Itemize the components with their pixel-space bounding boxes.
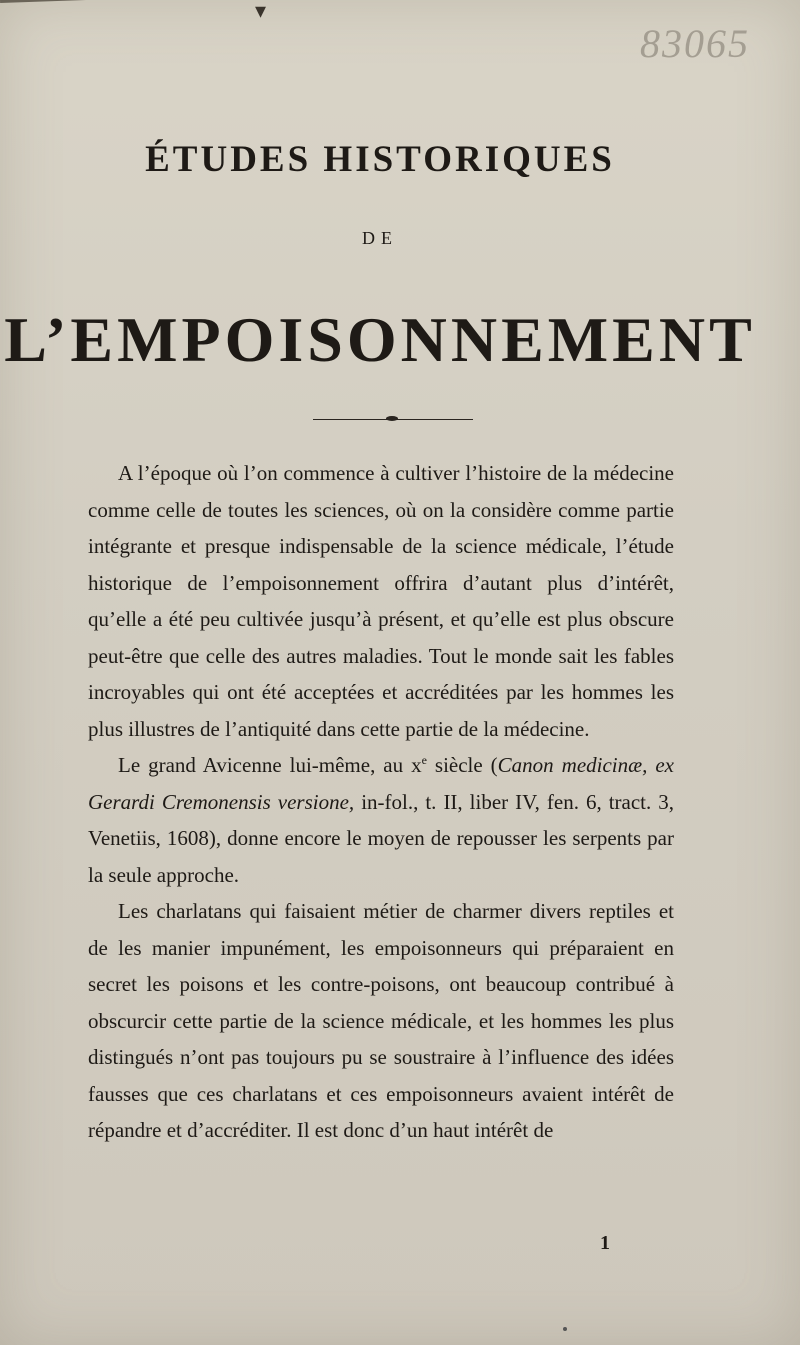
citation-title: Canon medicinæ, ex Gerardi Cremonensis versione, [88,753,674,814]
divider-ornament [386,416,398,421]
library-stamp: 83065 [640,21,750,66]
page-edge-mark [0,0,90,13]
paragraph-2-text-a: Le grand Avicenne lui-même, au x [118,753,422,777]
title-line-1: ÉTUDES HISTORIQUES [145,139,615,180]
paper-speck [563,1327,567,1331]
paragraph-2 [88,747,674,893]
title-line-3: L’EMPOISONNEMENT [4,304,756,375]
title-line-2: DE [362,228,398,248]
ink-mark: ▾ [255,0,267,23]
century-superscript: e [421,753,427,767]
paragraph-2-text-c: in-fol., t. II, liber IV, fen. 6, tract. 3, Venetiis, 1608), donne encore le moyen de repousser les serpents par la seule approche. [88,789,675,887]
paragraph-3: Les charlatans qui faisaient métier de charmer divers reptiles et de les manier impunément, les empoisonneurs qui préparaient en secret les poisons et les contre-poisons, ont beaucoup contribué à obscurcir cette partie de la science médicale, et les hommes les plus distingués n’ont pas toujours pu se soustraire à l’influence des idées fausses que ces charlatans et ces empoisonneurs avaient intérêt de répandre et d’accréditer. Il est donc d’un haut intérêt de [88,899,674,1142]
paragraph-1: A l’époque où l’on commence à cultiver l’histoire de la médecine comme celle de toutes les sciences, où on la considère comme partie intégrante et presque indispensable de la science médicale, l’étude historique de l’empoisonnement offrira d’autant plus d’intérêt, qu’elle a été peu cultivée jusqu’à présent, et qu’elle est plus obscure peut-être que celle des autres maladies. Tout le monde sait les fables incroyables qui ont été acceptées et accréditées par les hommes les plus illustres de l’antiquité dans cette partie de la médecine. [88,461,674,741]
paragraph-2-text-b: siècle ( [426,753,498,777]
body-text [88,455,674,1149]
page-number: 1 [600,1232,610,1254]
